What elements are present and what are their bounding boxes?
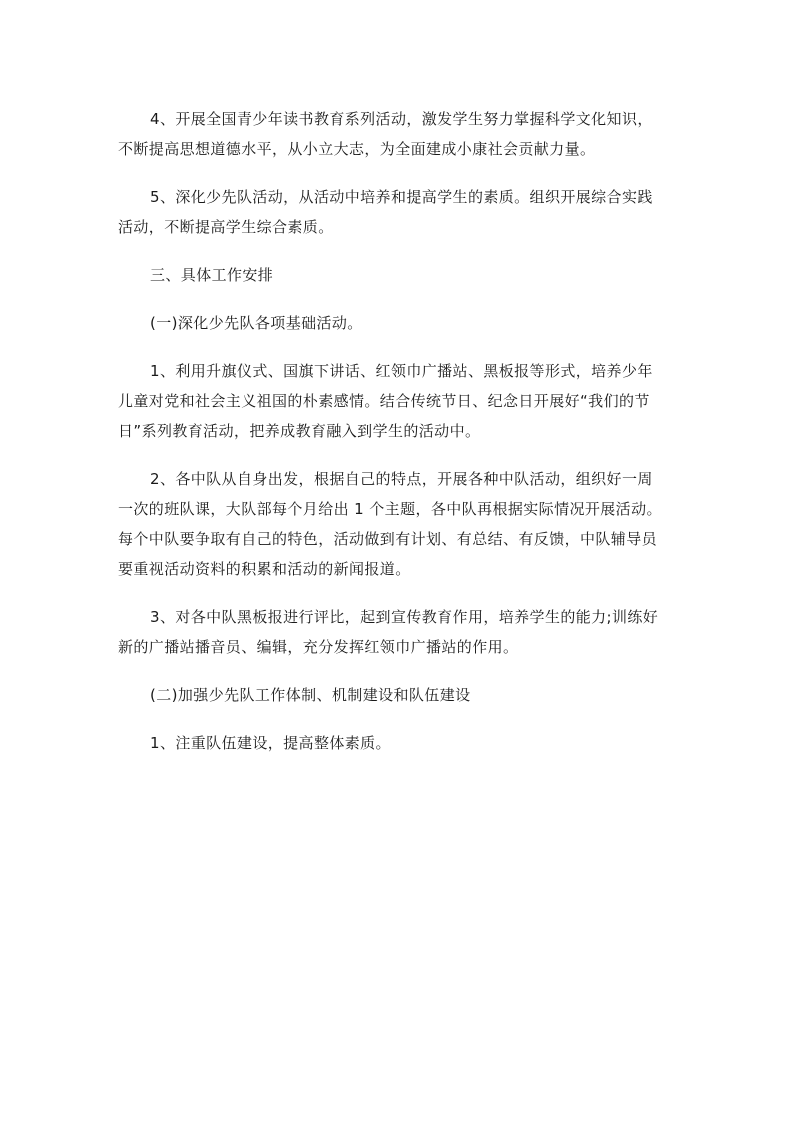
subsection-heading [118, 680, 678, 710]
paragraph-item-5 [118, 182, 678, 242]
text-line: 要重视活动资料的积累和活动的新闻报道。 [118, 560, 411, 578]
section-heading [118, 260, 678, 290]
text-line: 不断提高思想道德水平，从小立大志，为全面建成小康社会贡献力量。 [118, 140, 596, 158]
text-line: 1、注重队伍建设，提高整体素质。 [150, 734, 391, 752]
text-line: 每个中队要争取有自己的特色，活动做到有计划、有总结、有反馈，中队辅导员 [118, 530, 658, 548]
paragraph-sub-item-3 [118, 602, 678, 662]
paragraph-sub-item-1 [118, 356, 678, 446]
text-line: 2、各中队从自身出发，根据自己的特点，开展各种中队活动，组织好一周 [150, 470, 653, 488]
document-body [118, 104, 678, 776]
text-line: 1、利用升旗仪式、国旗下讲话、红领巾广播站、黑板报等形式，培养少年 [150, 362, 653, 380]
text-line: 5、深化少先队活动，从活动中培养和提高学生的素质。组织开展综合实践 [150, 188, 653, 206]
text-line: 日”系列教育活动，把养成教育融入到学生的活动中。 [118, 422, 481, 440]
subsection-heading [118, 308, 678, 338]
paragraph-sub2-item-1 [118, 728, 678, 758]
subsection-heading-text: (二)加强少先队工作体制、机制建设和队伍建设 [150, 686, 471, 704]
text-line: 3、对各中队黑板报进行评比，起到宣传教育作用，培养学生的能力;训练好 [150, 608, 659, 626]
text-line: 活动，不断提高学生综合素质。 [118, 218, 334, 236]
text-line: 新的广播站播音员、编辑，充分发挥红领巾广播站的作用。 [118, 638, 519, 656]
text-line: 4、开展全国青少年读书教育系列活动，激发学生努力掌握科学文化知识， [150, 110, 653, 128]
text-line: 一次的班队课，大队部每个月给出 1 个主题，各中队再根据实际情况开展活动。 [118, 500, 662, 518]
section-heading-text: 三、具体工作安排 [150, 266, 274, 284]
paragraph-sub-item-2 [118, 464, 678, 584]
subsection-heading-text: (一)深化少先队各项基础活动。 [150, 314, 363, 332]
text-line: 儿童对党和社会主义祖国的朴素感情。结合传统节日、纪念日开展好“我们的节 [118, 392, 650, 410]
paragraph-item-4 [118, 104, 678, 164]
